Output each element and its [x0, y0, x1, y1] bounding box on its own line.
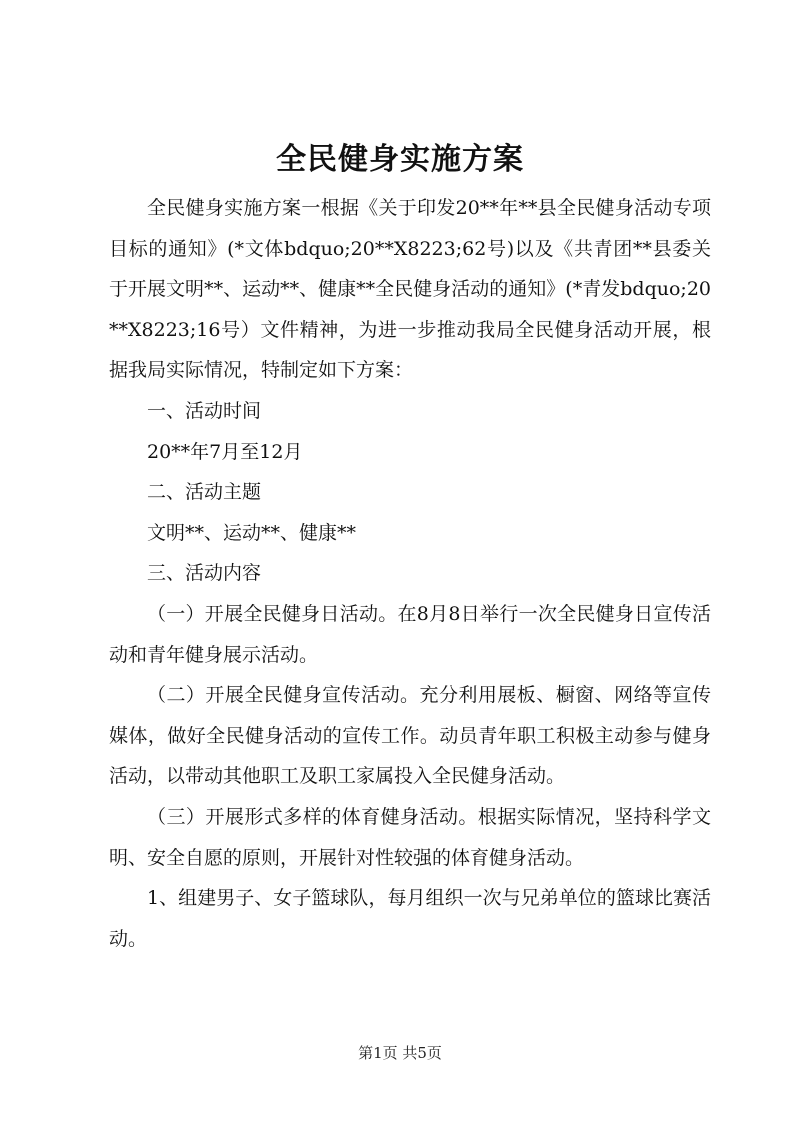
section-heading-content: 三、活动内容	[147, 562, 262, 585]
activity-theme-value: 文明**、运动**、健康**	[147, 521, 357, 544]
activity-time-value: 20**年7月至12月	[147, 440, 303, 463]
page-footer: 第1页 共5页	[358, 1044, 442, 1062]
section-heading-time: 一、活动时间	[147, 399, 262, 422]
intro-paragraph: 全民健身实施方案一根据《关于印发20**年**县全民健身活动专项目标的通知》(*文体bdquo;20**X8223;62号)以及《共青团**县委关于开展文明**、运动**、健康**全民健身活动的通知》(*青发bdquo;20**X8223;16号）文件精神，为进一步推动我局全民健身活动开展，根据我局实际情况，特制定如下方案：	[109, 197, 711, 382]
content-subitem-1: 1、组建男子、女子篮球队，每月组织一次与兄弟单位的篮球比赛活动。	[109, 887, 711, 950]
content-item-2: （二）开展全民健身宣传活动。充分利用展板、橱窗、网络等宣传媒体，做好全民健身活动的宣传工作。动员青年职工积极主动参与健身活动，以带动其他职工及职工家属投入全民健身活动。	[109, 684, 711, 788]
content-item-3: （三）开展形式多样的体育健身活动。根据实际情况，坚持科学文明、安全自愿的原则，开展针对性较强的体育健身活动。	[109, 805, 711, 869]
content-item-1: （一）开展全民健身日活动。在8月8日举行一次全民健身日宣传活动和青年健身展示活动。	[109, 602, 711, 666]
section-heading-theme: 二、活动主题	[147, 481, 262, 504]
document-title: 全民健身实施方案	[276, 142, 524, 177]
document-body	[109, 188, 711, 959]
